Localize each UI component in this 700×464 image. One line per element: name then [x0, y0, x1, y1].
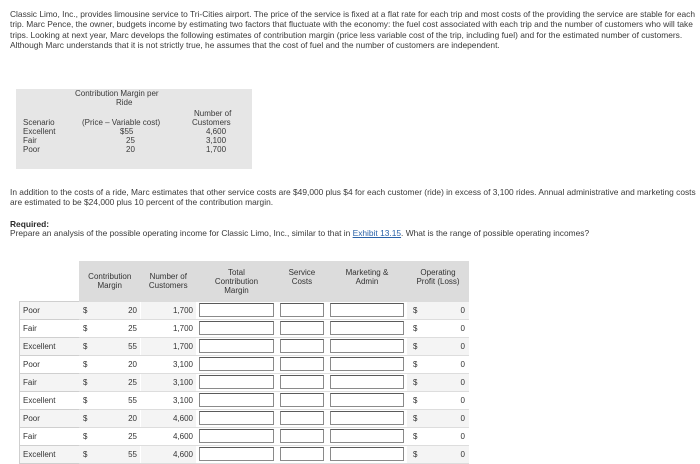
svc-header-l1: Service — [288, 267, 316, 277]
currency-symbol: $ — [79, 319, 117, 337]
currency-symbol: $ — [407, 427, 435, 445]
currency-symbol: $ — [407, 391, 435, 409]
scenario-customers: 3,100 — [206, 136, 227, 145]
scenario-cm: 25 — [126, 136, 135, 145]
scenario-label: Poor — [23, 145, 40, 154]
table-row — [20, 319, 470, 337]
marketing-admin-input-box[interactable] — [330, 357, 404, 371]
required-text-after: . What is the range of possible operating incomes? — [401, 228, 590, 238]
cm-header-l1: Contribution — [88, 272, 132, 282]
marketing-admin-input[interactable] — [327, 445, 407, 463]
marketing-admin-input-box[interactable] — [330, 393, 404, 407]
cm-column-header — [79, 261, 141, 302]
tcm-header-l3: Margin — [224, 285, 249, 295]
operating-profit-value: 0 — [435, 373, 469, 391]
marketing-admin-input-box[interactable] — [330, 321, 404, 335]
operating-income-table — [19, 261, 469, 464]
marketing-admin-input[interactable] — [327, 427, 407, 445]
total-cm-input-box[interactable] — [199, 411, 274, 425]
customers-value: 1,700 — [141, 319, 197, 337]
cm-header-sub: (Price – Variable cost) — [82, 118, 161, 127]
total-cm-input[interactable] — [196, 337, 277, 355]
total-cm-input-box[interactable] — [199, 447, 274, 461]
contribution-margin-value: 55 — [117, 445, 141, 463]
currency-symbol: $ — [407, 409, 435, 427]
op-header-l1: Operating — [420, 267, 456, 277]
service-costs-input[interactable] — [277, 373, 327, 391]
customers-value: 3,100 — [141, 355, 197, 373]
mkt-header-l2: Admin — [355, 276, 379, 286]
operating-profit-value: 0 — [435, 302, 469, 320]
customers-value: 4,600 — [141, 427, 197, 445]
currency-symbol: $ — [79, 445, 117, 463]
total-cm-input-box[interactable] — [199, 393, 274, 407]
required-heading: Required: — [10, 219, 50, 229]
operating-profit-value: 0 — [435, 319, 469, 337]
currency-symbol: $ — [79, 409, 117, 427]
tcm-header-l2: Contribution — [214, 276, 259, 286]
currency-symbol: $ — [79, 427, 117, 445]
scenario-label: Poor — [20, 409, 80, 427]
scenario-cm: 20 — [126, 145, 135, 154]
marketing-admin-input-box[interactable] — [330, 303, 404, 317]
table-row — [20, 302, 470, 320]
currency-symbol: $ — [407, 445, 435, 463]
total-cm-input[interactable] — [196, 319, 277, 337]
operating-profit-value: 0 — [435, 355, 469, 373]
customers-value: 1,700 — [141, 337, 197, 355]
scenario-label: Fair — [20, 319, 80, 337]
cust-header-l2: Customers — [148, 281, 188, 291]
customers-value: 3,100 — [141, 373, 197, 391]
scenario-label: Fair — [20, 427, 80, 445]
total-cm-input[interactable] — [196, 391, 277, 409]
contribution-margin-value: 25 — [117, 373, 141, 391]
contribution-margin-value: 25 — [117, 319, 141, 337]
marketing-admin-input[interactable] — [327, 355, 407, 373]
cm-header-line2: Ride — [116, 98, 133, 107]
required-text-before: Prepare an analysis of the possible operating income for Classic Limo, Inc., similar to that in — [10, 228, 353, 238]
marketing-admin-input[interactable] — [327, 319, 407, 337]
table-row — [20, 427, 470, 445]
currency-symbol: $ — [79, 302, 117, 320]
table-row — [20, 355, 470, 373]
total-cm-input[interactable] — [196, 427, 277, 445]
scenario-estimates-panel — [16, 89, 252, 169]
currency-symbol: $ — [79, 391, 117, 409]
marketing-admin-input[interactable] — [327, 337, 407, 355]
total-cm-input[interactable] — [196, 445, 277, 463]
customers-column-header — [141, 261, 197, 302]
total-cm-input-box[interactable] — [199, 429, 274, 443]
service-costs-input-box[interactable] — [280, 411, 324, 425]
scenario-label: Excellent — [20, 445, 80, 463]
service-costs-input[interactable] — [277, 409, 327, 427]
customers-value: 4,600 — [141, 409, 197, 427]
scenario-cm: $55 — [120, 127, 134, 136]
service-costs-input-box[interactable] — [280, 339, 324, 353]
scenario-label: Poor — [20, 302, 80, 320]
marketing-admin-column-header — [327, 261, 407, 302]
service-costs-input[interactable] — [277, 319, 327, 337]
marketing-admin-input[interactable] — [327, 391, 407, 409]
marketing-admin-input-box[interactable] — [330, 339, 404, 353]
currency-symbol: $ — [79, 355, 117, 373]
currency-symbol: $ — [407, 355, 435, 373]
scenario-label: Excellent — [23, 127, 56, 136]
cust-header-line1: Number of — [194, 109, 232, 118]
marketing-admin-input-box[interactable] — [330, 447, 404, 461]
service-costs-input-box[interactable] — [280, 375, 324, 389]
contribution-margin-value: 20 — [117, 302, 141, 320]
total-cm-input[interactable] — [196, 302, 277, 320]
scenario-label: Excellent — [20, 391, 80, 409]
operating-profit-column-header — [407, 261, 469, 302]
total-cm-input-box[interactable] — [199, 357, 274, 371]
cm-header-l2: Margin — [97, 281, 122, 291]
currency-symbol: $ — [79, 337, 117, 355]
tcm-header-l1: Total — [227, 267, 245, 277]
currency-symbol: $ — [407, 319, 435, 337]
currency-symbol: $ — [407, 302, 435, 320]
additional-costs-text: In addition to the costs of a ride, Marc estimates that other service costs are $49,000 plus $4 for each customer (ride) in excess of 3,100 rides. Annual administrative and marketing costs are estimated to be $24,000 plus 10 percent of the contribution margin. — [10, 187, 696, 208]
total-cm-input-box[interactable] — [199, 375, 274, 389]
service-costs-input-box[interactable] — [280, 447, 324, 461]
mkt-header-l1: Marketing & — [345, 267, 389, 277]
op-header-l2: Profit (Loss) — [416, 276, 460, 286]
marketing-admin-input[interactable] — [327, 302, 407, 320]
currency-symbol: $ — [407, 373, 435, 391]
service-costs-input[interactable] — [277, 427, 327, 445]
marketing-admin-input[interactable] — [327, 373, 407, 391]
contribution-margin-value: 20 — [117, 409, 141, 427]
contribution-margin-value: 20 — [117, 355, 141, 373]
customers-value: 4,600 — [141, 445, 197, 463]
total-cm-input[interactable] — [196, 409, 277, 427]
total-cm-input-box[interactable] — [199, 321, 274, 335]
scenario-customers: 4,600 — [206, 127, 227, 136]
service-costs-input-box[interactable] — [280, 429, 324, 443]
required-text — [10, 228, 698, 238]
customers-value: 3,100 — [141, 391, 197, 409]
service-costs-input[interactable] — [277, 337, 327, 355]
total-cm-input-box[interactable] — [199, 339, 274, 353]
scenario-label: Excellent — [20, 337, 80, 355]
total-cm-column-header — [196, 261, 277, 302]
contribution-margin-value: 25 — [117, 427, 141, 445]
service-costs-input-box[interactable] — [280, 393, 324, 407]
customers-value: 1,700 — [141, 302, 197, 320]
service-costs-input-box[interactable] — [280, 357, 324, 371]
contribution-margin-value: 55 — [117, 337, 141, 355]
cust-header-line2: Customers — [192, 118, 231, 127]
table-row — [20, 445, 470, 463]
total-cm-input[interactable] — [196, 355, 277, 373]
scenario-label: Fair — [20, 373, 80, 391]
scenario-customers: 1,700 — [206, 145, 227, 154]
service-costs-input-box[interactable] — [280, 303, 324, 317]
operating-profit-value: 0 — [435, 427, 469, 445]
marketing-admin-input[interactable] — [327, 409, 407, 427]
marketing-admin-input-box[interactable] — [330, 411, 404, 425]
operating-profit-value: 0 — [435, 337, 469, 355]
problem-intro: Classic Limo, Inc., provides limousine service to Tri-Cities airport. The price of the service is fixed at a flat rate for each trip and most costs of the providing the service are stable for each trip. Marc Pence, the owner, budgets income by estimating two factors that fluctuate with the economy: the fuel cost associated with each trip and the number of customers who will take trips. Looking at next year, Marc develops the following estimates of contribution margin (price less variable cost of the trip, including fuel) and for the estimated number of customers. Although Marc understands that it is not strictly true, he assumes that the cost of fuel and the number of customers are independent. — [10, 9, 696, 51]
table-row — [20, 337, 470, 355]
service-costs-column-header — [277, 261, 327, 302]
service-costs-input[interactable] — [277, 445, 327, 463]
marketing-admin-input-box[interactable] — [330, 429, 404, 443]
service-costs-input[interactable] — [277, 391, 327, 409]
total-cm-input[interactable] — [196, 373, 277, 391]
operating-profit-value: 0 — [435, 445, 469, 463]
currency-symbol: $ — [79, 373, 117, 391]
exhibit-link[interactable]: Exhibit 13.15 — [352, 228, 402, 238]
operating-profit-value: 0 — [435, 391, 469, 409]
scenario-header: Scenario — [23, 118, 55, 127]
blank-header — [20, 261, 80, 302]
currency-symbol: $ — [407, 337, 435, 355]
svc-header-l2: Costs — [291, 276, 313, 286]
marketing-admin-input-box[interactable] — [330, 375, 404, 389]
operating-profit-value: 0 — [435, 409, 469, 427]
scenario-label: Fair — [23, 136, 37, 145]
service-costs-input[interactable] — [277, 302, 327, 320]
total-cm-input-box[interactable] — [199, 303, 274, 317]
cust-header-l1: Number of — [149, 272, 187, 282]
table-row — [20, 409, 470, 427]
service-costs-input-box[interactable] — [280, 321, 324, 335]
table-row — [20, 373, 470, 391]
table-row — [20, 391, 470, 409]
scenario-label: Poor — [20, 355, 80, 373]
contribution-margin-value: 55 — [117, 391, 141, 409]
service-costs-input[interactable] — [277, 355, 327, 373]
cm-header-line1: Contribution Margin per — [75, 89, 159, 98]
